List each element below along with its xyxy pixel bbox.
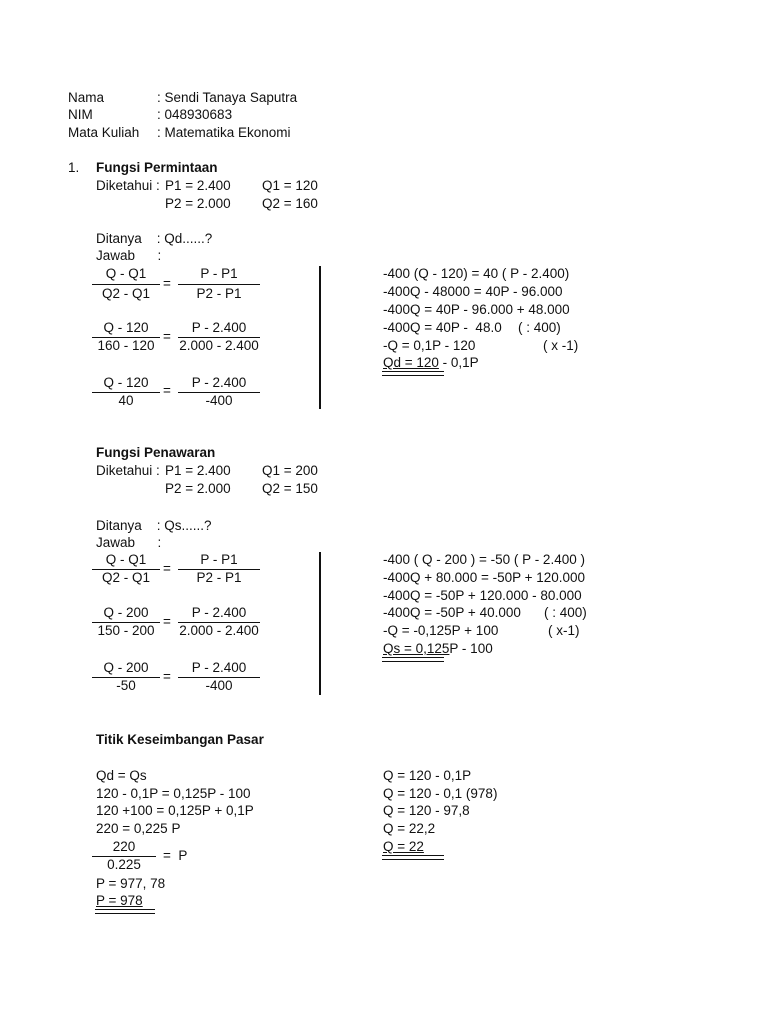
demand-result	[383, 355, 479, 371]
supply-result-rest: P - 100	[449, 641, 493, 656]
column-divider	[319, 266, 321, 409]
fraction-denominator: 160 - 120	[97, 338, 155, 353]
demand-diketahui-label: Diketahui :	[96, 178, 160, 193]
fraction-numerator: Q - Q1	[105, 266, 147, 281]
nama-value: : Sendi Tanaya Saputra	[157, 90, 298, 105]
equilibrium-right-line: Q = 22,2	[383, 821, 436, 836]
fraction-numerator: P - 2.400	[191, 605, 247, 620]
mata-kuliah-value: : Matematika Ekonomi	[157, 125, 291, 140]
equilibrium-right-line: Q = 120 - 0,1 (978)	[383, 786, 498, 801]
demand-p1: P1 = 2.400	[165, 178, 231, 193]
demand-q1: Q1 = 120	[262, 178, 318, 193]
double-underline	[95, 909, 155, 914]
fraction-numerator: Q - 200	[103, 660, 149, 675]
supply-result	[383, 641, 493, 657]
fraction-denominator: -400	[205, 393, 233, 408]
equals-sign: =	[163, 669, 171, 684]
nim-value: : 048930683	[157, 107, 233, 122]
supply-step-2: -400Q + 80.000 = -50P + 120.000	[383, 570, 586, 585]
equals-sign: =	[163, 614, 171, 629]
nim-label: NIM	[68, 107, 93, 122]
supply-q1: Q1 = 200	[262, 463, 318, 478]
supply-title: Fungsi Penawaran	[96, 445, 216, 460]
fraction-numerator: P - P1	[200, 266, 238, 281]
supply-step-4-note: ( : 400)	[544, 605, 587, 620]
demand-step-4-note: ( : 400)	[518, 320, 561, 335]
fraction-numerator: P - 2.400	[191, 320, 247, 335]
fraction-numerator: 220	[112, 839, 136, 854]
supply-ditanya: Ditanya : Qs......?	[96, 518, 212, 533]
nama-label: Nama	[68, 90, 105, 105]
demand-step-4: -400Q = 40P - 48.0	[383, 320, 502, 335]
fraction-denominator: Q2 - Q1	[101, 570, 150, 585]
demand-step-2: -400Q - 48000 = 40P - 96.000	[383, 284, 563, 299]
equilibrium-left-line: Qd = Qs	[96, 768, 147, 783]
fraction-denominator: -50	[116, 678, 136, 693]
double-underline	[382, 855, 444, 860]
fraction-denominator: 40	[118, 393, 134, 408]
fraction-denominator: 0.225	[107, 857, 141, 872]
supply-step-4: -400Q = -50P + 40.000	[383, 605, 521, 620]
fraction-numerator: P - P1	[200, 552, 238, 567]
fraction-numerator: Q - 120	[103, 375, 149, 390]
equals-sign: =	[163, 383, 171, 398]
equilibrium-left-line: 220 = 0,225 P	[96, 821, 181, 836]
demand-ditanya: Ditanya : Qd......?	[96, 231, 213, 246]
double-underline	[382, 371, 444, 376]
fraction-bar	[178, 284, 260, 285]
fraction-bar	[92, 284, 160, 285]
double-underline	[382, 657, 444, 662]
supply-q2: Q2 = 150	[262, 481, 318, 496]
equilibrium-p-line: P = 977, 78	[96, 876, 166, 891]
supply-step-5-note: ( x-1)	[548, 623, 580, 638]
equilibrium-p-result: P = 978	[96, 893, 143, 908]
fraction-numerator: Q - Q1	[105, 552, 147, 567]
column-divider	[319, 552, 321, 695]
fraction-denominator: Q2 - Q1	[101, 286, 150, 301]
section-number: 1.	[68, 160, 80, 175]
supply-p1: P1 = 2.400	[165, 463, 231, 478]
supply-p2: P2 = 2.000	[165, 481, 231, 496]
demand-step-5: -Q = 0,1P - 120	[383, 338, 476, 353]
equilibrium-title: Titik Keseimbangan Pasar	[96, 732, 264, 747]
equals-sign: =	[163, 276, 171, 291]
fraction-numerator: P - 2.400	[191, 660, 247, 675]
fraction-denominator: 2.000 - 2.400	[179, 338, 259, 353]
fraction-denominator: -400	[205, 678, 233, 693]
equals-sign: =	[163, 561, 171, 576]
fraction-numerator: P - 2.400	[191, 375, 247, 390]
equilibrium-right-line: Q = 120 - 0,1P	[383, 768, 472, 783]
supply-step-3: -400Q = -50P + 120.000 - 80.000	[383, 588, 582, 603]
demand-step-5-note: ( x -1)	[543, 338, 579, 353]
demand-jawab: Jawab :	[96, 248, 162, 263]
supply-jawab: Jawab :	[96, 535, 162, 550]
fraction-denominator: P2 - P1	[196, 570, 242, 585]
equilibrium-right-line: Q = 120 - 97,8	[383, 803, 470, 818]
equilibrium-left-line: 120 - 0,1P = 0,125P - 100	[96, 786, 251, 801]
demand-p2: P2 = 2.000	[165, 196, 231, 211]
equilibrium-left-line: 120 +100 = 0,125P + 0,1P	[96, 803, 254, 818]
demand-result-underlined: Qd = 120	[383, 355, 439, 370]
fraction-denominator: P2 - P1	[196, 286, 242, 301]
mata-kuliah-label: Mata Kuliah	[68, 125, 140, 140]
demand-title: Fungsi Permintaan	[96, 160, 218, 175]
demand-q2: Q2 = 160	[262, 196, 318, 211]
supply-diketahui-label: Diketahui :	[96, 463, 160, 478]
equilibrium-q-result: Q = 22	[383, 839, 424, 854]
fraction-numerator: Q - 120	[103, 320, 149, 335]
fraction-numerator: Q - 200	[103, 605, 149, 620]
equals-sign: =	[163, 329, 171, 344]
demand-step-1: -400 (Q - 120) = 40 ( P - 2.400)	[383, 266, 570, 281]
supply-step-5: -Q = -0,125P + 100	[383, 623, 499, 638]
fraction-denominator: 2.000 - 2.400	[179, 623, 259, 638]
supply-step-1: -400 ( Q - 200 ) = -50 ( P - 2.400 )	[383, 552, 585, 567]
supply-result-underlined: Qs = 0,125	[383, 641, 450, 656]
demand-step-3: -400Q = 40P - 96.000 + 48.000	[383, 302, 570, 317]
demand-result-rest: - 0,1P	[438, 355, 479, 370]
equilibrium-frac-eq: = P	[163, 848, 188, 863]
fraction-denominator: 150 - 200	[97, 623, 155, 638]
